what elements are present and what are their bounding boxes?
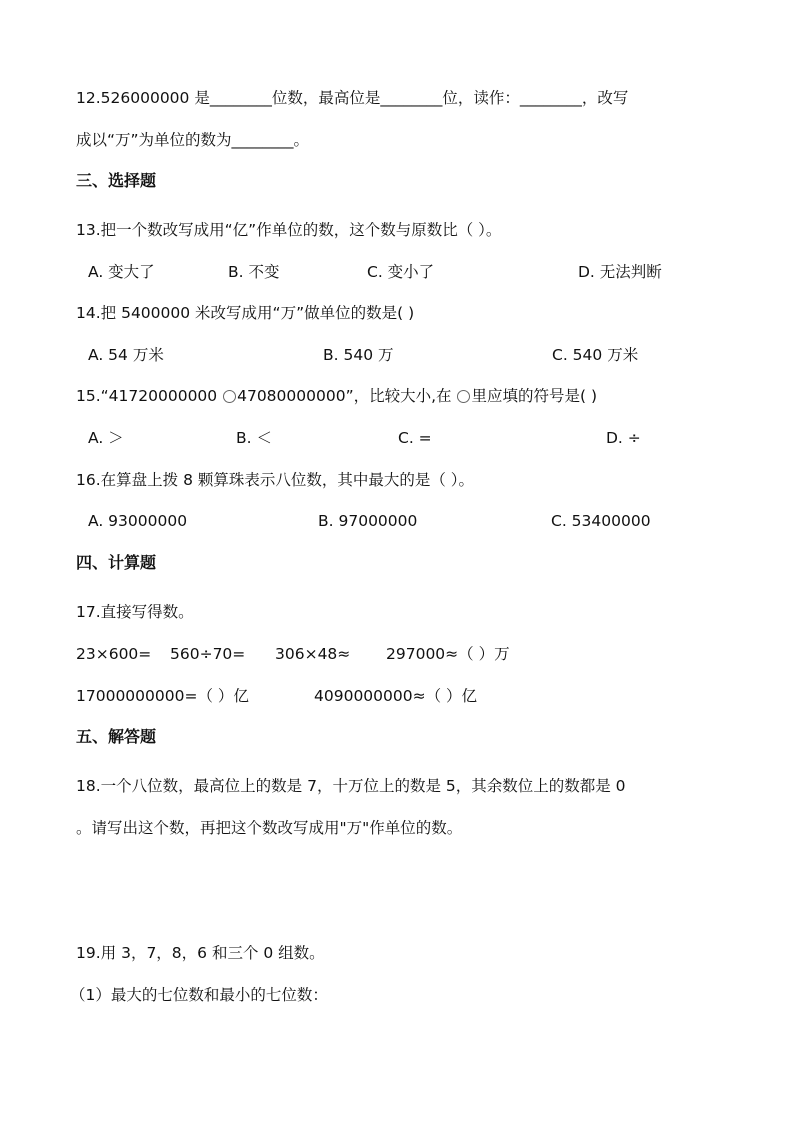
q15-stem-part-b: 47080000000”，比较大小,在 [237,387,457,405]
q15-option-a: A. ＞ [88,429,124,447]
q15-option-c: C. = [398,429,432,447]
q14-option-b: B. 540 万 [323,346,394,364]
q16-stem: 16.在算盘上拨 8 颗算珠表示八位数，其中最大的是（ ）。 [76,471,475,489]
q19-sub1: （1）最大的七位数和最小的七位数： [70,986,328,1004]
q15-stem-part-c: 里应填的符号是( ) [471,387,597,405]
q14-option-c: C. 540 万米 [552,346,639,364]
q17-item-4: 297000≈（ ）万 [386,645,510,663]
q17-item-3: 306×48≈ [275,645,351,663]
q14-option-a: A. 54 万米 [88,346,164,364]
q13-option-a: A. 变大了 [88,263,155,281]
q12-line2: 成以“万”为单位的数为________。 [76,131,310,149]
q16-option-b: B. 97000000 [318,512,418,530]
q18-line2: 。请写出这个数，再把这个数改写成用"万"作单位的数。 [76,819,463,837]
q15-stem [76,386,734,406]
q16-option-c: C. 53400000 [551,512,651,530]
section5-heading: 五、解答题 [76,727,157,746]
circle-icon [457,390,470,403]
q16-option-a: A. 93000000 [88,512,188,530]
q17-stem: 17.直接写得数。 [76,603,194,621]
q14-stem: 14.把 5400000 米改写成用“万”做单位的数是( ) [76,304,415,322]
q17-item-2: 560÷70= [170,645,246,663]
q15-option-b: B. ＜ [236,429,272,447]
q13-option-b: B. 不变 [228,263,280,281]
q15-stem-part-a: 15.“41720000000 [76,387,223,405]
q17-item-5: 17000000000=（ ）亿 [76,687,249,705]
q13-stem: 13.把一个数改写成用“亿”作单位的数，这个数与原数比（ ）。 [76,221,502,239]
section4-heading: 四、计算题 [76,553,157,572]
q13-option-c: C. 变小了 [367,263,435,281]
q19-stem: 19.用 3，7，8，6 和三个 0 组数。 [76,944,325,962]
q18-line1: 18.一个八位数，最高位上的数是 7，十万位上的数是 5，其余数位上的数都是 0 [76,777,626,795]
q13-option-d: D. 无法判断 [578,263,662,281]
section3-heading: 三、选择题 [76,171,157,190]
circle-icon [223,390,236,403]
q12-line1: 12.526000000 是________位数，最高位是________位，读作：________，改写 [76,89,629,107]
q17-item-1: 23×600= [76,645,152,663]
q15-option-d: D. ÷ [606,429,641,447]
q17-item-6: 4090000000≈（ ）亿 [314,687,478,705]
